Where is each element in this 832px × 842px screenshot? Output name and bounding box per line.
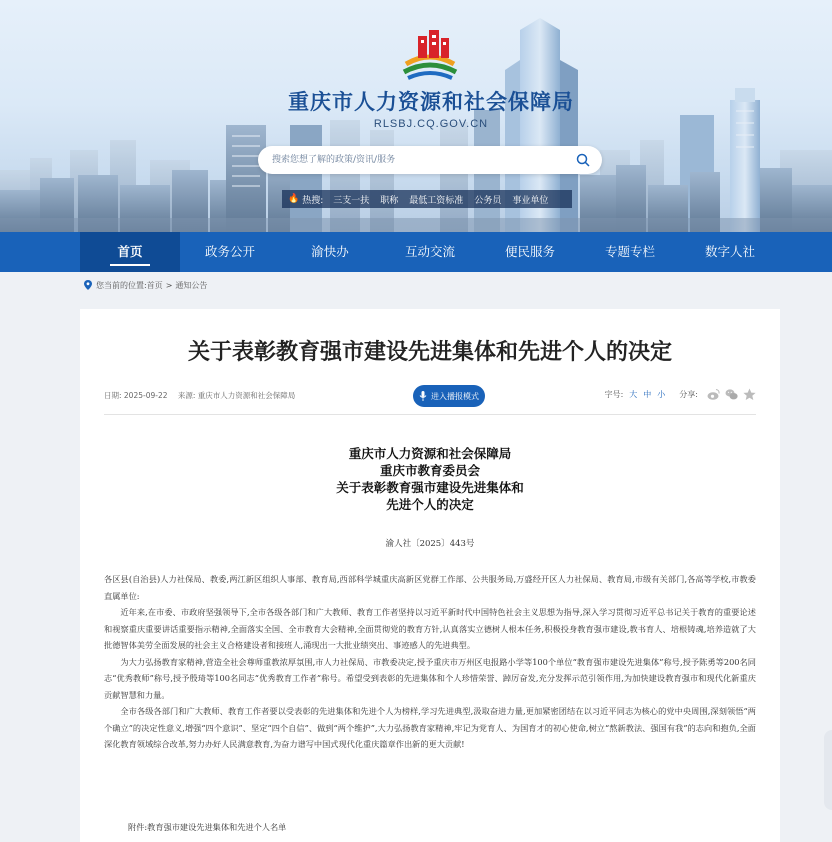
document-heading [80, 445, 780, 513]
site-domain: RLSBJ.CQ.GOV.CN [373, 118, 489, 130]
meta-divider [104, 414, 756, 415]
hot-search-item[interactable]: 公务员 [474, 195, 502, 206]
document-title-line: 先进个人的决定 [386, 497, 474, 512]
site-title: 重庆市人力资源和社会保障局 [288, 90, 574, 114]
nav-item-government-affairs[interactable]: 政务公开 [204, 244, 255, 259]
hot-search-item[interactable]: 三支一扶 [333, 195, 370, 206]
breadcrumb [84, 278, 207, 292]
breadcrumb-prefix: 您当前的位置: [96, 280, 147, 290]
body-paragraph: 全市各级各部门和广大教师、教育工作者要以受表彰的先进集体和先进个人为榜样,学习先进典型,汲取奋进力量,更加紧密团结在以习近平同志为核心的党中央周围,深刻领悟“两个确立”的决定性意义,增强“四个意识”、坚定“四个自信”、做到“两个维护”,大力弘扬教育家精神,牢记为党育人、为国育才的初心使命,树立“熬新教法、强国有我”的志向和抱负,全面深化教育领域综合改革,努力办好人民满意教育,为奋力谱写中国式现代化重庆篇章作出新的更大贡献! [104, 706, 756, 749]
breadcrumb-home-link[interactable]: 首页 [146, 280, 163, 290]
article-source: 来源: 重庆市人力资源和社会保障局 [177, 391, 296, 400]
font-size-large[interactable]: 大 [629, 390, 638, 399]
issuer-line: 重庆市教育委员会 [379, 463, 480, 478]
search-box [258, 146, 602, 174]
hot-search-item[interactable]: 最低工资标准 [409, 195, 464, 206]
document-number: 渝人社〔2025〕443号 [385, 539, 475, 549]
body-paragraph: 近年来,在市委、市政府坚强领导下,全市各级各部门和广大教师、教育工作者坚持以习近平新时代中国特色社会主义思想为指导,深入学习贯彻习近平总书记关于教育的重要论述和视察重庆重要讲话重要指示精神,全面落实全国、全市教育大会精神,全面贯彻党的教育方针,认真落实立德树人根本任务,积极投身教育强市建设,教书育人、培根铸魂,培养造就了大批德智体美劳全面发展的社会主义合格建设者和接班人,涌现出一大批业绩突出、事迹感人的先进典型。 [104, 607, 756, 650]
nav-item-topics[interactable]: 专题专栏 [604, 244, 655, 259]
broadcast-mode-button[interactable] [413, 385, 485, 407]
fire-icon: 🔥 [288, 194, 300, 204]
wechat-icon[interactable] [725, 388, 738, 401]
article-title: 关于表彰教育强市建设先进集体和先进个人的决定 [187, 340, 672, 365]
article-body [104, 571, 756, 753]
article-meta [104, 385, 756, 407]
breadcrumb-current-link[interactable]: 通知公告 [175, 280, 208, 290]
main-nav [0, 232, 832, 272]
hot-search-item[interactable]: 职称 [380, 195, 399, 206]
search-icon[interactable] [576, 153, 590, 167]
body-paragraph: 为大力弘扬教育家精神,营造全社会尊师重教浓厚氛围,市人力社保局、市教委决定,授予重庆市万州区电报路小学等100个单位“教育强市建设先进集体”称号,授予陈勇等200名同志“优秀教师”称号,授予殷琦等100名同志“优秀教育工作者”称号。希望受到表彰的先进集体和个人珍惜荣誉、踔厉奋发,充分发挥示范引领作用,为加快建设教育强市和现代化新重庆贡献智慧和力量。 [104, 656, 756, 700]
qzone-icon[interactable] [743, 388, 756, 401]
article-card [80, 309, 780, 842]
location-pin-icon [84, 280, 92, 290]
hot-search-item[interactable]: 事业单位 [512, 195, 549, 206]
search-input[interactable] [272, 146, 562, 174]
font-size-small[interactable]: 小 [657, 390, 666, 399]
nav-item-yukuaiban[interactable]: 渝快办 [311, 244, 349, 259]
side-float-tab[interactable] [824, 730, 832, 810]
nav-item-digital[interactable]: 数字人社 [704, 244, 755, 259]
document-title-line: 关于表彰教育强市建设先进集体和 [336, 480, 524, 495]
hot-search-bar [282, 190, 572, 208]
nav-item-services[interactable]: 便民服务 [504, 244, 555, 259]
attachment-link[interactable]: 附件:教育强市建设先进集体和先进个人名单 [128, 822, 287, 832]
microphone-icon [419, 391, 427, 401]
font-size-label: 字号: [604, 390, 624, 399]
nav-item-interaction[interactable]: 互动交流 [404, 244, 455, 259]
issuer-line: 重庆市人力资源和社会保障局 [348, 446, 512, 461]
header-banner [0, 0, 832, 232]
font-size-medium[interactable]: 中 [643, 390, 652, 399]
bureau-logo-icon [398, 26, 462, 82]
breadcrumb-separator: > [165, 280, 173, 290]
weibo-icon[interactable] [707, 388, 720, 401]
recipients-paragraph: 各区县(自治县)人力社保局、教委,两江新区组织人事部、教育局,西部科学城重庆高新区党群工作部、公共服务局,万盛经开区人力社保局、教育局,市级有关部门,各高等学校,市教委直属单位: [104, 574, 756, 601]
hot-search-label: 热搜: [302, 195, 324, 206]
nav-item-home[interactable]: 首页 [80, 232, 180, 272]
broadcast-mode-label: 进入播报模式 [431, 391, 479, 401]
share-label: 分享: [679, 390, 698, 399]
article-date: 日期: 2025-09-22 [104, 391, 168, 400]
